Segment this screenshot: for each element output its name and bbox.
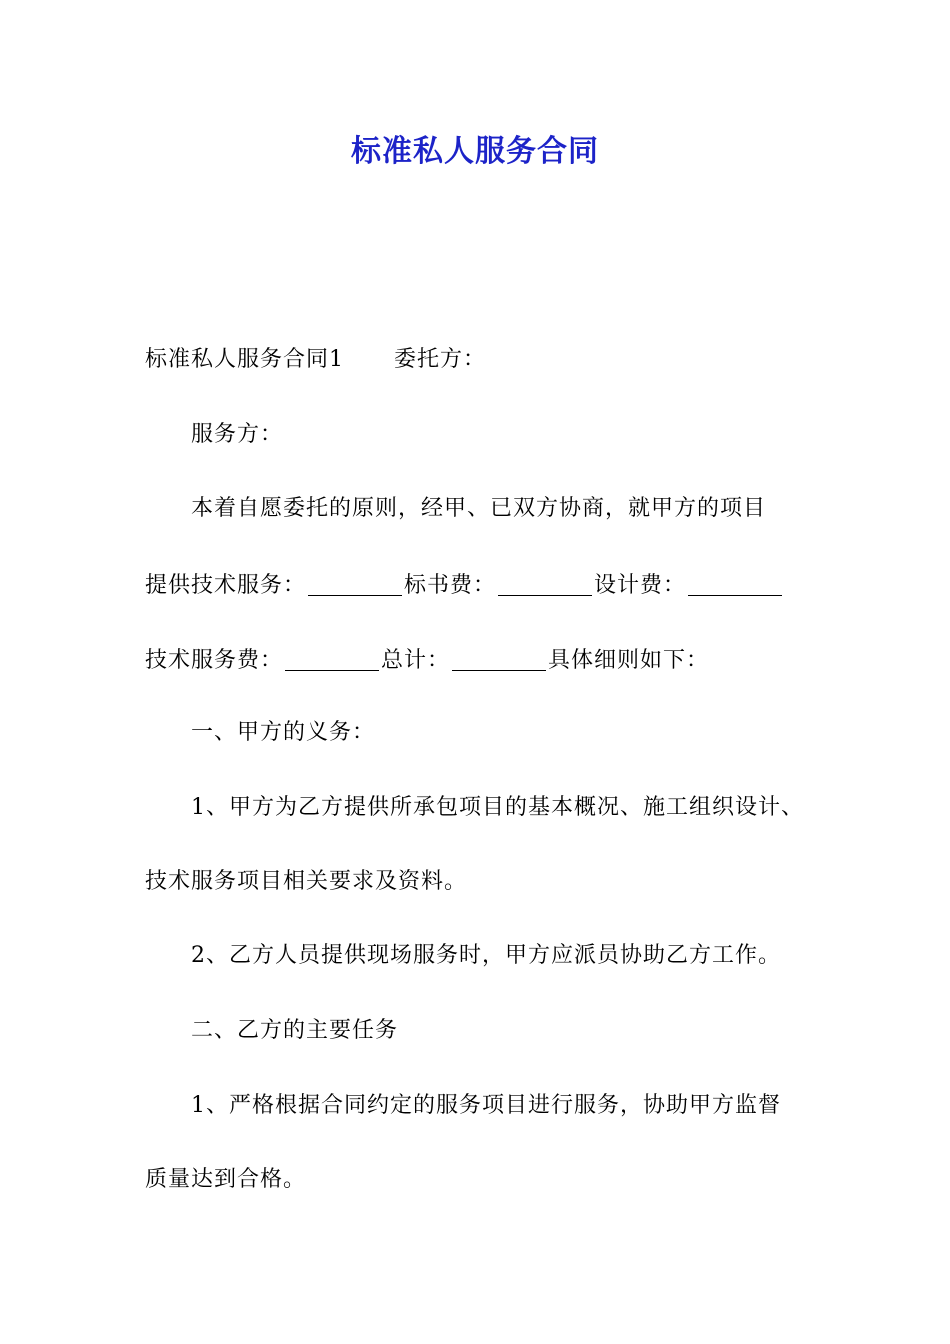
design-fee-blank	[688, 567, 782, 596]
client-label: 委托方：	[394, 347, 487, 372]
tech-service-label: 提供技术服务：	[145, 573, 307, 598]
clause-a2: 2、乙方人员提供现场服务时，甲方应派员协助乙方工作。	[191, 943, 781, 968]
design-fee-label: 设计费：	[594, 573, 687, 598]
tech-service-blank	[308, 567, 402, 596]
paragraph-totals	[145, 638, 825, 681]
bid-fee-blank	[498, 567, 592, 596]
clause-b1-line2: 质量达到合格。	[145, 1167, 307, 1192]
section-heading-party-b: 二、乙方的主要任务	[191, 1018, 399, 1043]
section-heading-party-a: 一、甲方的义务：	[191, 720, 376, 745]
contract-heading: 标准私人服务合同1	[145, 347, 344, 372]
total-label: 总计：	[381, 648, 451, 673]
document-title: 标准私人服务合同	[351, 134, 599, 169]
paragraph-intro: 本着自愿委托的原则，经甲、已双方协商，就甲方的项目	[191, 496, 767, 521]
bid-fee-label: 标书费：	[404, 573, 497, 598]
total-blank	[452, 642, 546, 671]
clause-b1-line1: 1、严格根据合同约定的服务项目进行服务，协助甲方监督	[191, 1093, 781, 1118]
details-label: 具体细则如下：	[548, 648, 710, 673]
clause-a1-line2: 技术服务项目相关要求及资料。	[145, 869, 468, 894]
paragraph-fees	[145, 563, 825, 606]
clause-a1-line1: 1、甲方为乙方提供所承包项目的基本概况、施工组织设计、	[191, 795, 804, 820]
service-fee-blank	[285, 642, 379, 671]
service-fee-label: 技术服务费：	[145, 648, 284, 673]
provider-label: 服务方：	[191, 422, 284, 447]
paragraph-parties	[145, 340, 825, 380]
